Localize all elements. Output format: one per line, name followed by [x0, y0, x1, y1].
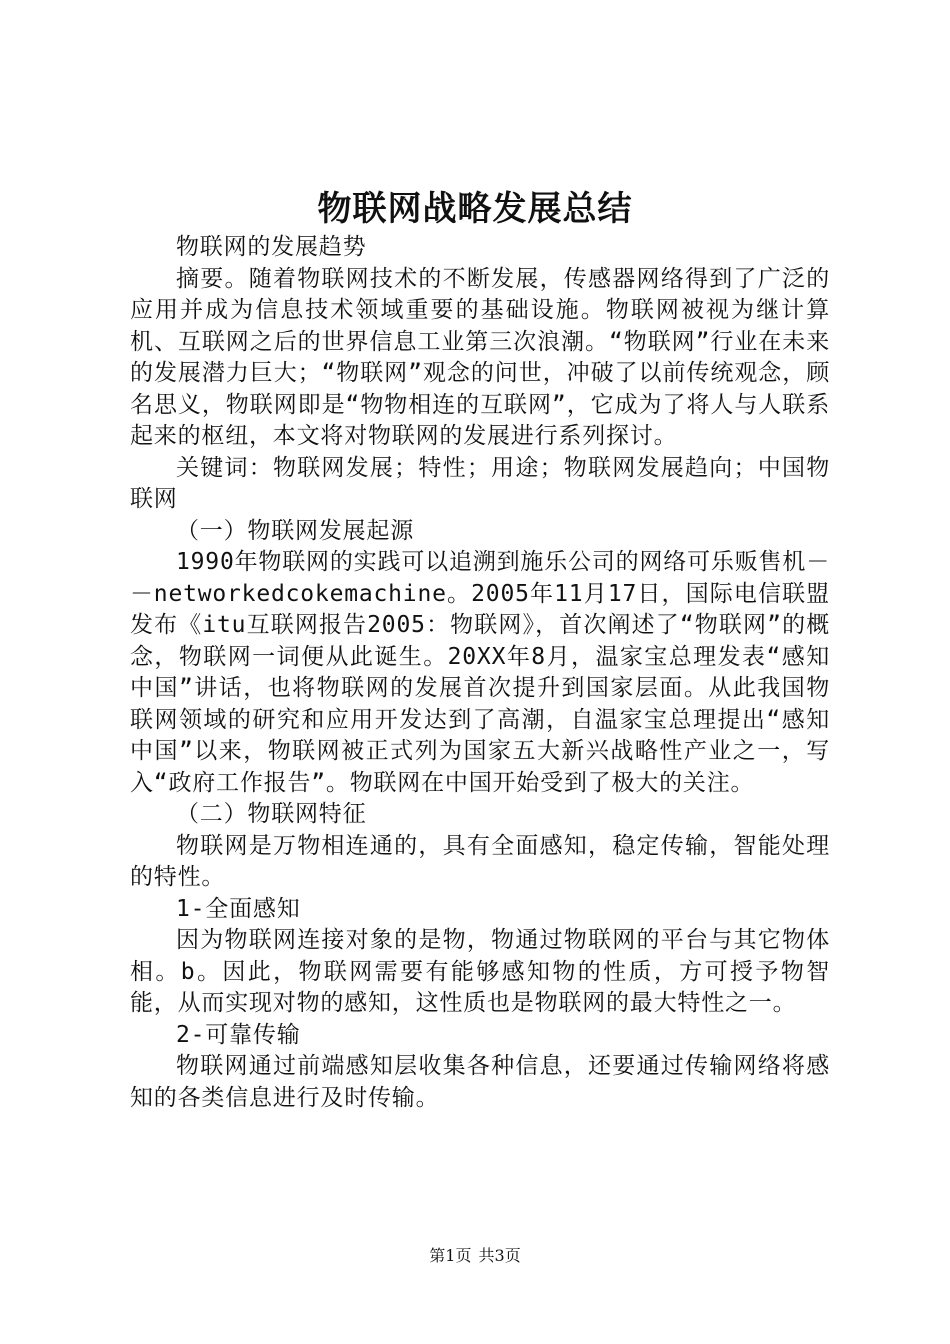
- paragraph-keywords: 关键词：物联网发展；特性；用途；物联网发展趋向；中国物联网: [130, 454, 830, 512]
- paragraph-origin: 1990年物联网的实践可以追溯到施乐公司的网络可乐贩售机－－networkedcokemachine。2005年11月17日，国际电信联盟发布《itu互联网报告2005：物联网》，首次阐述了“物联网”的概念，物联网一词便从此诞生。20XX年8月，温家宝总理发表“感知中国”讲话，也将物联网的发展首次提升到国家层面。从此我国物联网领域的研究和应用开发达到了高潮，自温家宝总理提出“感知中国”以来，物联网被正式列为国家五大新兴战略性产业之一，写入“政府工作报告”。物联网在中国开始受到了极大的关注。: [130, 549, 830, 796]
- subheading-perception: 1-全面感知: [176, 895, 301, 922]
- page-total: 共3页: [478, 1246, 521, 1265]
- paragraph-transmission: 物联网通过前端感知层收集各种信息，还要通过传输网络将感知的各类信息进行及时传输。: [130, 1053, 830, 1111]
- paragraph-subtitle: 物联网的发展趋势: [176, 234, 367, 260]
- page-footer: [0, 1246, 950, 1266]
- paragraph-perception: 因为物联网连接对象的是物，物通过物联网的平台与其它物体相。b。因此，物联网需要有能够感知物的性质，方可授予物智能，从而实现对物的感知，这性质也是物联网的最大特性之一。: [130, 927, 830, 1016]
- page-number: 第1页: [429, 1246, 472, 1265]
- subheading-transmission: 2-可靠传输: [176, 1021, 301, 1048]
- document-body: [130, 232, 830, 1114]
- paragraph-abstract: 摘要。随着物联网技术的不断发展，传感器网络得到了广泛的应用并成为信息技术领域重要的基础设施。物联网被视为继计算机、互联网之后的世界信息工业第三次浪潮。“物联网”行业在未来的发展潜力巨大；“物联网”观念的问世，冲破了以前传统观念，顾名思义，物联网即是“物物相连的互联网”，它成为了将人与人联系起来的枢纽，本文将对物联网的发展进行系列探讨。: [130, 265, 830, 449]
- section-heading-features: （二）物联网特征: [176, 801, 367, 827]
- document-title: 物联网战略发展总结: [317, 189, 633, 229]
- paragraph-features: 物联网是万物相连通的，具有全面感知，稳定传输，智能处理的特性。: [130, 832, 830, 890]
- section-heading-origin: （一）物联网发展起源: [176, 517, 414, 544]
